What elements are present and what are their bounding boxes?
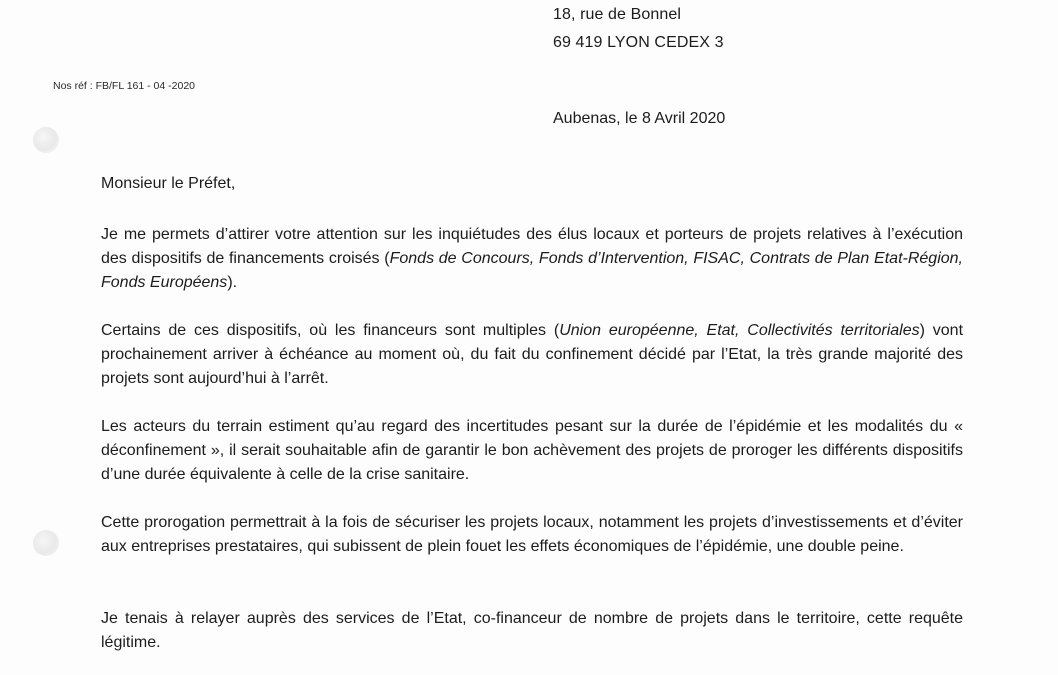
paragraph-3: Les acteurs du terrain estiment qu’au regard des incertitudes pesant sur la durée de l’épidémie et les modalités du « déconfinement », il serait souhaitable afin de garantir le bon achèvement des projets de proroger les différents dispositifs d’une durée équivalente à celle de la crise sanitaire.: [101, 418, 963, 483]
place-and-date: Aubenas, le 8 Avril 2020: [553, 110, 726, 127]
paragraph-2: [101, 319, 963, 391]
paragraph-2-end: ) vont prochainement arriver à échéance au moment où, du fait du confinement décidé par l’Etat, la très grande majorité des projets sont aujourd’hui à l’arrêt.: [101, 322, 964, 387]
paragraph-1: [101, 223, 963, 295]
reference-number: Nos réf : FB/FL 161 - 04 -2020: [53, 80, 196, 92]
paragraph-1-funds-list: Fonds de Concours, Fonds d’Intervention, FISAC, Contrats de Plan Etat-Région, Fonds Européens: [101, 250, 963, 291]
punch-hole-mark: [33, 530, 59, 556]
paragraph-2-text: Certains de ces dispositifs, où les financeurs sont multiples (: [101, 322, 560, 339]
address-line-street: 18, rue de Bonnel: [553, 6, 682, 23]
paragraph-2-funders-list: Union européenne, Etat, Collectivités territoriales: [559, 322, 920, 339]
paragraph-1-text: Je me permets d’attirer votre attention sur les inquiétudes des élus locaux et porteurs de projets relatives à l’exécution des dispositifs de financements croisés (: [101, 226, 963, 267]
paragraph-4: Cette prorogation permettrait à la fois de sécuriser les projets locaux, notamment les projets d’investissements et d’éviter aux entreprises prestataires, qui subissent de plein fouet les effets économiques de l’épidémie, une double peine.: [101, 514, 963, 555]
paragraph-1-end: ).: [227, 274, 238, 291]
paragraph-5: Je tenais à relayer auprès des services de l’Etat, co-financeur de nombre de projets dans le territoire, cette requête légitime.: [101, 610, 963, 651]
punch-hole-mark: [33, 127, 59, 153]
address-line-city: 69 419 LYON CEDEX 3: [553, 34, 724, 51]
salutation: Monsieur le Préfet,: [101, 175, 236, 192]
